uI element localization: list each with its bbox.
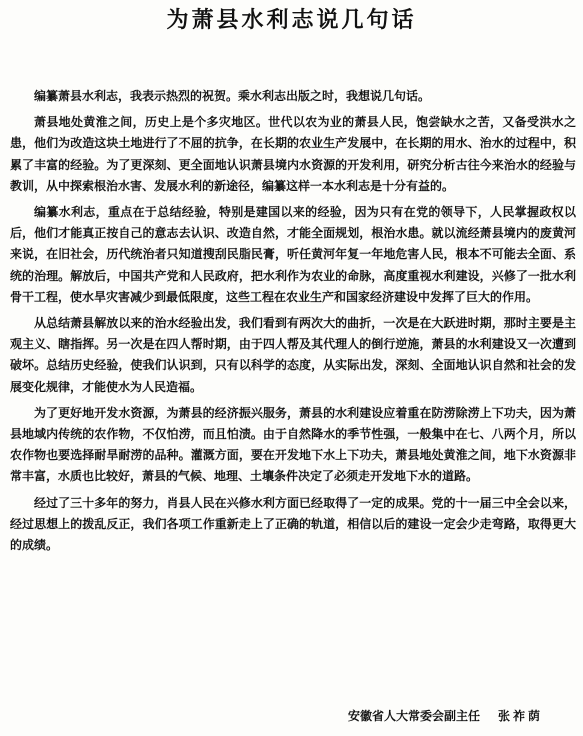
paragraph: 萧县地处黄淮之间，历史上是个多灾地区。世代以农为业的萧县人民，饱尝缺水之苦，又备受洪水之患，他们为改造这块土地进行了不屈的抗争，在长期的农业生产发展中，在长期的用水、治水的过程中，积累了丰富的经验。为了更深刻、更全面地认识萧县境内水资源的开发利用，研究分析古往今来治水的经验与教训，从中探索根治水害、发展水利的新途径，编纂这样一本水利志是十分有益的。 <box>10 115 576 193</box>
paragraph: 编纂水利志，重点在于总结经验，特别是建国以来的经验，因为只有在党的领导下，人民掌握政权以后，他们才能真正按自己的意志去认识、改造自然，才能全面规划，根治水患。就以流经萧县境内的废黄河来说，在旧社会，历代统治者只知道搜刮民脂民膏，听任黄河年复一年地危害人民，根本不可能去全面、系统的治理。解放后，中国共产党和人民政府，把水利作为农业的命脉，高度重视水利建设，兴修了一批水利骨干工程，使水旱灾害减少到最低限度，这些工程在农业生产和国家经济建设中发挥了巨大的作用。 <box>10 205 576 304</box>
signature-block <box>348 707 543 724</box>
paragraph: 从总结萧县解放以来的治水经验出发，我们看到有两次大的曲折，一次是在大跃进时期，那时主要是主观主义、瞎指挥。另一次是在四人帮时期，由于四人帮及其代理人的倒行逆施，萧县的水利建设又一次遭到破坏。总结历史经验，使我们认识到，只有以科学的态度，从实际出发，深刻、全面地认识自然和社会的发展变化规律，才能使水为人民造福。 <box>10 316 576 394</box>
article-body <box>10 86 576 561</box>
signature-name: 张祚荫 <box>497 709 543 723</box>
paragraph: 编纂萧县水利志，我表示热烈的祝贺。乘水利志出版之时，我想说几句话。 <box>34 89 431 103</box>
paragraph: 为了更好地开发水资源，为萧县的经济振兴服务，萧县的水利建设应着重在防涝除涝上下功夫，因为萧县地域内传统的农作物，不仅怕涝，而且怕渍。由于自然降水的季节性强，一般集中在七、八两个月，所以农作物也要选择耐旱耐涝的品种。灌溉方面，要在开发地下水上下功夫，萧县地处黄淮之间，地下水资源非常丰富，水质也比较好，萧县的气候、地理、土壤条件决定了必须走开发地下水的道路。 <box>10 405 576 484</box>
signature-position: 安徽省人大常委会副主任 <box>347 709 480 723</box>
page-title: 为萧县水利志说几句话 <box>166 8 417 33</box>
paragraph: 经过了三十多年的努力，肖县人民在兴修水利方面已经取得了一定的成果。党的十一届三中全会以来，经过思想上的拨乱反正，我们各项工作重新走上了正确的轨道，相信以后的建设一定会少走弯路，取得更大的成绩。 <box>10 495 576 553</box>
